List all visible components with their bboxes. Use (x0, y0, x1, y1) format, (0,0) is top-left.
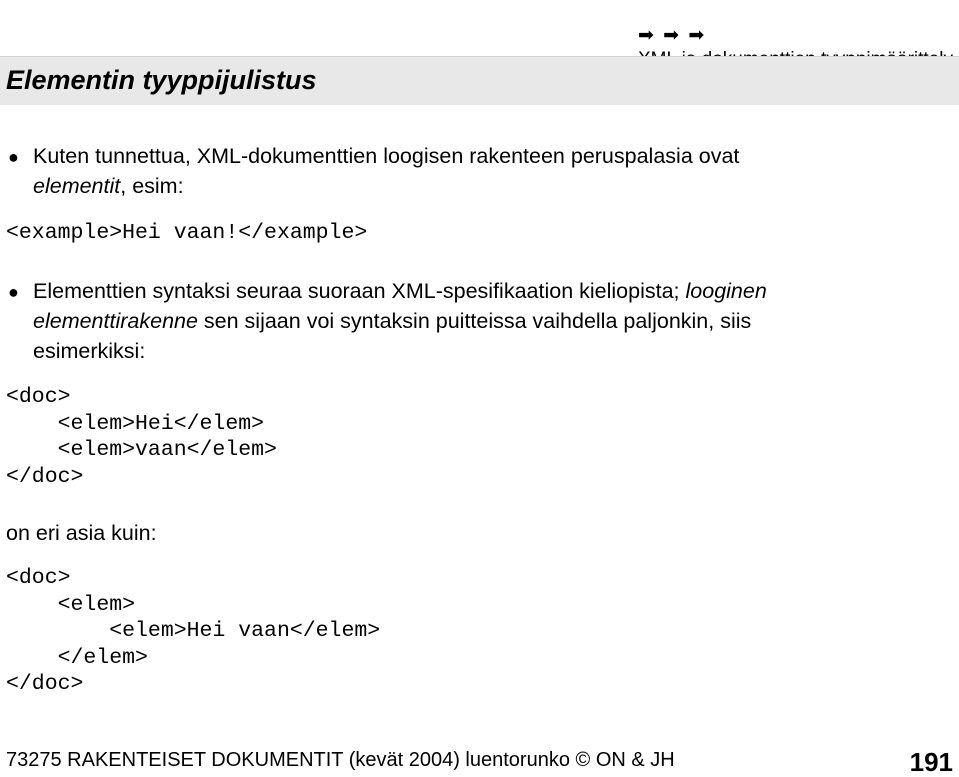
bullet2-line3: esimerkiksi: (33, 339, 146, 363)
code-line: <doc> (6, 566, 71, 590)
bullet2-line2 (33, 306, 751, 336)
code-line: <doc> (6, 385, 71, 409)
emphasis-elementit: elementit (33, 174, 121, 198)
code-line: </doc> (6, 672, 84, 696)
bullet2-line2-rest: sen sijaan voi syntaksin puitteissa vaihdella paljonkin, siis (197, 309, 752, 333)
code-line: <elem>vaan</elem> (6, 438, 277, 462)
emphasis-looginen: looginen (685, 279, 767, 303)
bullet-dot-icon: ● (8, 147, 19, 167)
footer-course: 73275 RAKENTEISET DOKUMENTIT (kevät 2004) luentorunko (6, 749, 570, 771)
bullet1-line2-rest: , esim: (120, 174, 184, 198)
page-number: 191 (909, 747, 953, 777)
text-between: on eri asia kuin: (6, 521, 157, 545)
bullet1-line2 (33, 171, 184, 201)
bullet1-line1: Kuten tunnettua, XML-dokumenttien loogisen rakenteen peruspalasia ovat (33, 144, 740, 168)
copyright-icon: © (575, 749, 591, 771)
arrow-icons: ➡ ➡ ➡ (637, 25, 707, 46)
code-line: </doc> (6, 464, 84, 489)
code-line: </elem> (6, 645, 148, 670)
bullet-dot-icon: ● (8, 282, 19, 302)
code-line: <elem>Hei vaan</elem> (6, 619, 381, 643)
code-line: <elem>Hei</elem> (6, 411, 265, 436)
footer-authors: ON & JH (595, 749, 675, 771)
slide-title: Elementin tyyppijulistus (6, 65, 317, 95)
code-example-1: <example>Hei vaan!</example> (6, 221, 368, 245)
bullet2-line1 (33, 276, 767, 306)
slide-footer (6, 747, 675, 773)
code-line: <elem> (6, 592, 136, 617)
emphasis-elementtirakenne: elementtirakenne (33, 309, 198, 333)
bullet2-line1-plain: Elementtien syntaksi seuraa suoraan XML-spesifikaation kieliopista; (33, 279, 686, 303)
